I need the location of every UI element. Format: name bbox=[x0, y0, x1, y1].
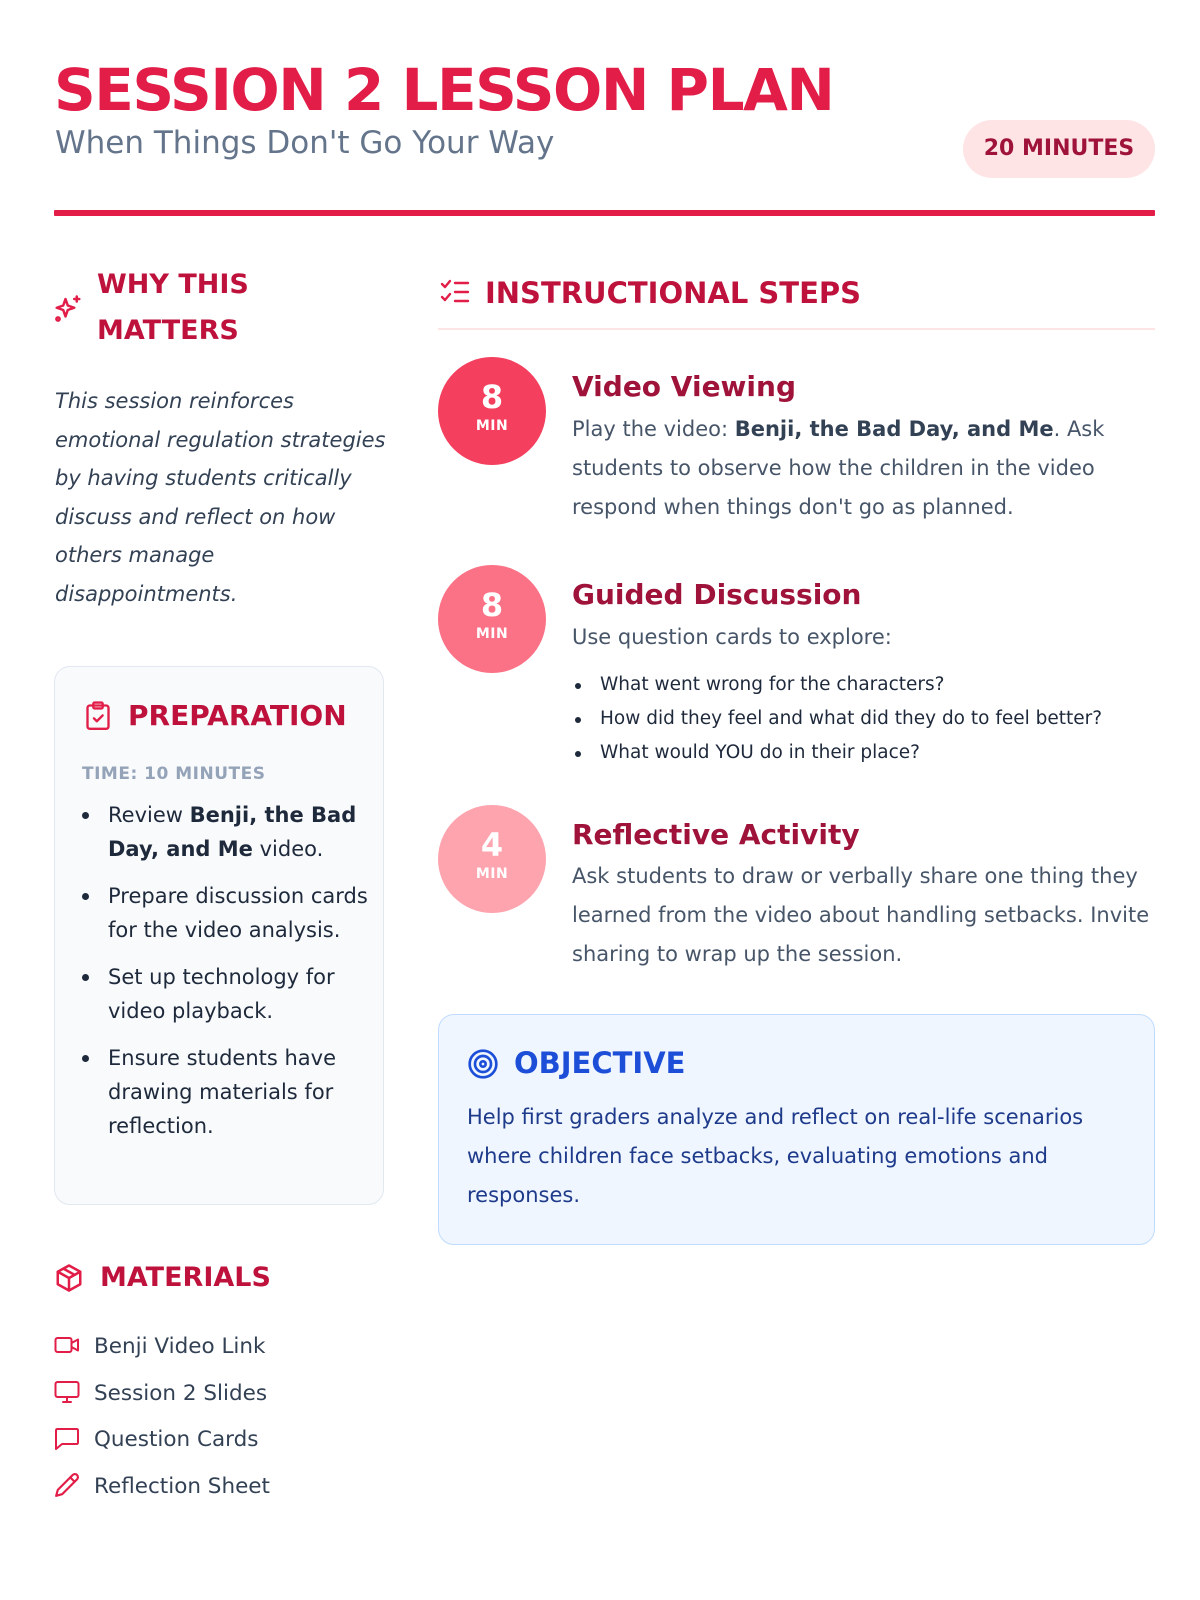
steps-heading: INSTRUCTIONAL STEPS bbox=[485, 276, 862, 310]
step-1-text: Play the video: Benji, the Bad Day, and Me. Ask students to observe how the children in the video respond when things don't go as planned. bbox=[572, 417, 1105, 519]
list-checks-icon bbox=[440, 278, 470, 306]
page-subtitle: When Things Don't Go Your Way bbox=[55, 125, 555, 161]
list-item: How did they feel and what did they do to feel better? bbox=[600, 702, 1160, 736]
package-icon bbox=[54, 1263, 84, 1293]
list-item: Prepare discussion cards for the video analysis. bbox=[108, 879, 378, 947]
step-1-minutes: 8 bbox=[480, 378, 504, 416]
clipboard-check-icon bbox=[84, 700, 112, 732]
step-1-duration-badge bbox=[438, 357, 546, 465]
step-3-unit: MIN bbox=[475, 866, 509, 882]
step-1-unit: MIN bbox=[475, 418, 509, 434]
steps-divider bbox=[438, 328, 1155, 330]
preparation-list bbox=[108, 798, 378, 1156]
preparation-time: TIME: 10 MINUTES bbox=[82, 764, 266, 784]
step-2-title: Guided Discussion bbox=[572, 578, 862, 611]
step-1-title: Video Viewing bbox=[572, 370, 796, 403]
list-item: What would YOU do in their place? bbox=[600, 736, 1160, 770]
material-item-question-cards: Question Cards bbox=[94, 1427, 259, 1452]
why-heading-line1: WHY THIS bbox=[97, 269, 249, 300]
step-2-text: Use question cards to explore: bbox=[572, 625, 892, 649]
material-item-reflection-sheet: Reflection Sheet bbox=[94, 1474, 270, 1499]
list-item: Review Benji, the Bad Day, and Me video. bbox=[108, 798, 378, 866]
list-item: Set up technology for video playback. bbox=[108, 960, 378, 1028]
sparkles-icon bbox=[53, 294, 83, 324]
list-item: Ensure students have drawing materials for reflection. bbox=[108, 1041, 378, 1143]
monitor-icon bbox=[54, 1380, 80, 1404]
page-title: SESSION 2 LESSON PLAN bbox=[54, 56, 834, 124]
pencil-icon bbox=[54, 1472, 80, 1498]
step-3-minutes: 4 bbox=[480, 826, 504, 864]
step-3-text: Ask students to draw or verbally share one thing they learned from the video about handling setbacks. Invite sharing to wrap up the session. bbox=[572, 864, 1150, 966]
target-icon bbox=[467, 1048, 499, 1080]
step-2-duration-badge bbox=[438, 565, 546, 673]
step-2-minutes: 8 bbox=[480, 586, 504, 624]
message-square-icon bbox=[54, 1427, 80, 1451]
step-3-title: Reflective Activity bbox=[572, 818, 860, 851]
list-item: What went wrong for the characters? bbox=[600, 668, 1160, 702]
question-list bbox=[600, 668, 1160, 770]
objective-text: Help first graders analyze and reflect on real-life scenarios where children face setbacks, evaluating emotions and responses. bbox=[467, 1105, 1084, 1207]
video-icon bbox=[54, 1334, 80, 1356]
materials-heading: MATERIALS bbox=[100, 1262, 271, 1293]
objective-heading: OBJECTIVE bbox=[514, 1046, 686, 1080]
preparation-heading: PREPARATION bbox=[128, 699, 347, 732]
why-text: This session reinforces emotional regulation strategies by having students critically discuss and reflect on how others manage disappointments. bbox=[55, 389, 386, 606]
material-item-video-link: Benji Video Link bbox=[94, 1334, 266, 1359]
step-2-unit: MIN bbox=[475, 626, 509, 642]
duration-badge: 20 MINUTES bbox=[963, 120, 1155, 178]
step-3-duration-badge bbox=[438, 805, 546, 913]
material-item-slides: Session 2 Slides bbox=[94, 1381, 268, 1406]
why-heading-line2: MATTERS bbox=[97, 315, 239, 346]
header-divider bbox=[54, 210, 1155, 216]
